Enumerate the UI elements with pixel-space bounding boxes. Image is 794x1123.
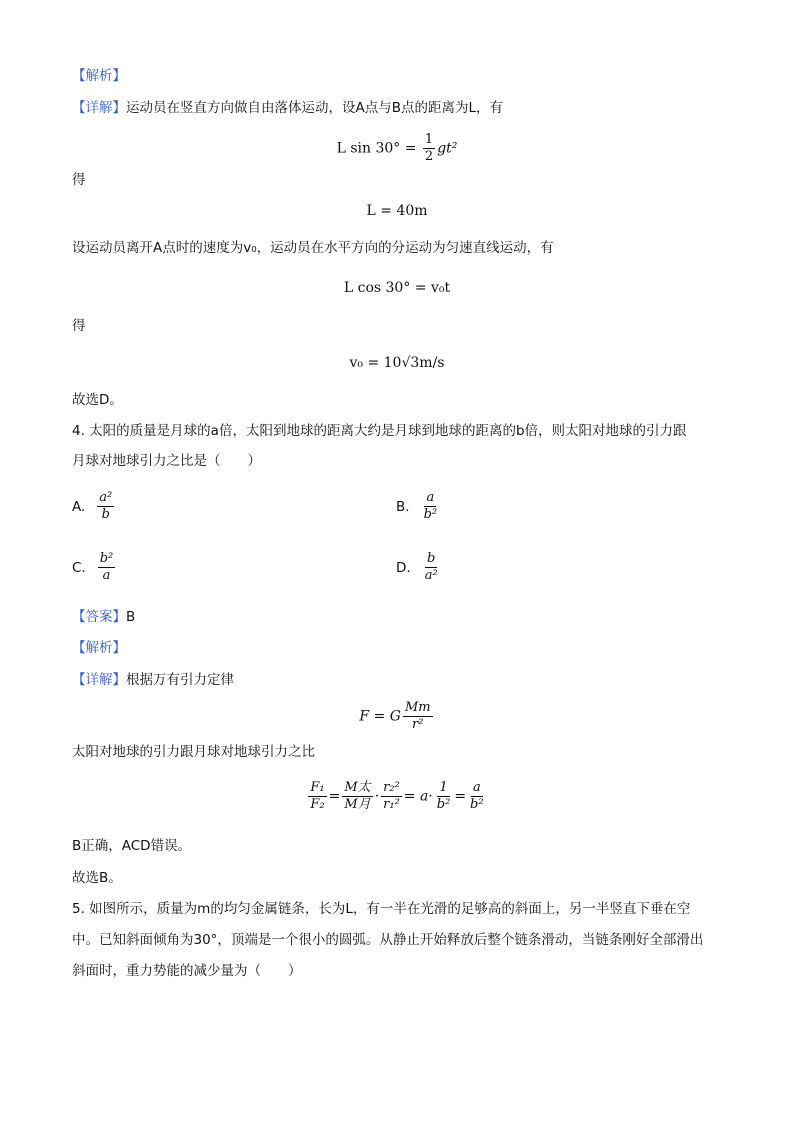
detail-tag-2: 【详解】 (72, 672, 126, 688)
equation-v0: v₀ = 10√3m/s (349, 355, 445, 371)
eq6-mid: = a· (403, 788, 433, 805)
question-5-line-1: 5. 如图所示，质量为m的均匀金属链条，长为L，有一半在光滑的足够高的斜面上，另一半竖直下垂在空 (72, 901, 691, 917)
eq6-end-den: b² (470, 797, 484, 812)
eq5-den: r² (412, 717, 424, 732)
eq6-mass-fraction (342, 780, 372, 813)
option-c-den: a (102, 568, 111, 583)
eq1-frac-num: 1 (424, 132, 434, 147)
option-d (396, 551, 442, 584)
option-d-num: b (427, 551, 436, 566)
de-text-1: 得 (72, 172, 86, 188)
detail-tag: 【详解】 (72, 100, 126, 116)
eq1-frac-den: 2 (424, 149, 434, 164)
eq6-m-den: M月 (344, 797, 371, 812)
detail-paragraph (72, 98, 503, 118)
eq6-r-den: r₁² (383, 797, 400, 812)
option-a (72, 490, 116, 523)
eq5-fraction (403, 700, 433, 733)
question-5-line-2: 中。已知斜面倾角为30°，顶端是一个很小的圆弧。从静止开始释放后整个链条滑动，当链条刚好全部滑出 (72, 932, 704, 948)
eq5-lhs: F = G (359, 708, 401, 725)
detail-text-2: 根据万有引力定律 (126, 672, 234, 688)
option-d-fraction (423, 551, 440, 584)
detail-paragraph-2 (72, 670, 234, 690)
de-text-2: 得 (72, 318, 86, 334)
choose-b-text: 故选B。 (72, 870, 122, 886)
option-c (72, 551, 117, 584)
option-a-den: b (101, 507, 110, 522)
option-b (396, 490, 441, 523)
eq6-result-fraction (468, 780, 486, 813)
eq6-force-fraction (308, 780, 326, 813)
eq5-num: Mm (404, 700, 431, 715)
question-5-line-3: 斜面时，重力势能的减少量为（ ） (72, 963, 302, 979)
option-a-num: a² (99, 490, 113, 505)
eq1-rhs: gt² (437, 140, 458, 157)
option-a-fraction (97, 490, 114, 523)
analysis-heading-2: 【解析】 (72, 640, 126, 656)
detail-text: 运动员在竖直方向做自由落体运动，设A点与B点的距离为L，有 (126, 100, 504, 116)
question-4-line-1: 4. 太阳的质量是月球的a倍，太阳到地球的距离大约是月球到地球的距离的b倍，则太阳对地球的引力跟 (72, 423, 687, 439)
eq6-end-num: a (472, 780, 481, 795)
eq6-one-fraction (435, 780, 453, 813)
option-c-fraction (98, 551, 116, 584)
option-d-label: D. (396, 559, 411, 576)
equation-gravitation (0, 700, 794, 733)
answer-value: B (126, 609, 136, 625)
answer-tag: 【答案】 (72, 609, 126, 625)
choose-d-text: 故选D。 (72, 392, 123, 408)
eq6-f-den: F₂ (310, 797, 325, 812)
option-d-den: a² (424, 568, 438, 583)
eq6-b2: b² (436, 797, 451, 812)
eq6-radius-fraction (381, 780, 402, 813)
eq6-f-num: F₁ (310, 780, 325, 795)
question-4-line-2: 月球对地球引力之比是（ ） (72, 453, 261, 469)
option-b-label: B. (396, 498, 410, 515)
eq6-m-num: M太 (344, 780, 371, 795)
option-b-num: a (426, 490, 435, 505)
equation-horizontal: L cos 30° = v₀t (343, 280, 451, 296)
equation-free-fall (0, 132, 794, 165)
option-c-label: C. (72, 559, 86, 576)
equation-length: L = 40m (366, 203, 428, 219)
option-b-fraction (422, 490, 440, 523)
eq6-one: 1 (439, 780, 448, 795)
equation-ratio: $\frac{\text{F₁}}{\text{F₂}}$ = $\frac{\text{M太}}{\text{M月}}$ · $\frac{\text{r₂²}}{\text{r₁²}}$ = a· $\frac{1}{\text{b²}}$ = $\frac{a}{\text{b²}}$ (310, 780, 484, 812)
analysis-heading: 【解析】 (72, 68, 126, 84)
eq1-lhs: L sin 30° = (336, 140, 421, 157)
ratio-text: 太阳对地球的引力跟月球对地球引力之比 (72, 744, 315, 760)
answer-line (72, 607, 135, 627)
eq1-fraction (423, 132, 435, 165)
option-c-num: b² (99, 551, 114, 566)
eq6-r-num: r₂² (383, 780, 400, 795)
initial-velocity-text: 设运动员离开A点时的速度为v₀，运动员在水平方向的分运动为匀速直线运动，有 (72, 240, 554, 256)
option-a-label: A. (72, 498, 86, 515)
option-b-den: b² (423, 507, 438, 522)
b-correct-text: B正确，ACD错误。 (72, 838, 192, 854)
